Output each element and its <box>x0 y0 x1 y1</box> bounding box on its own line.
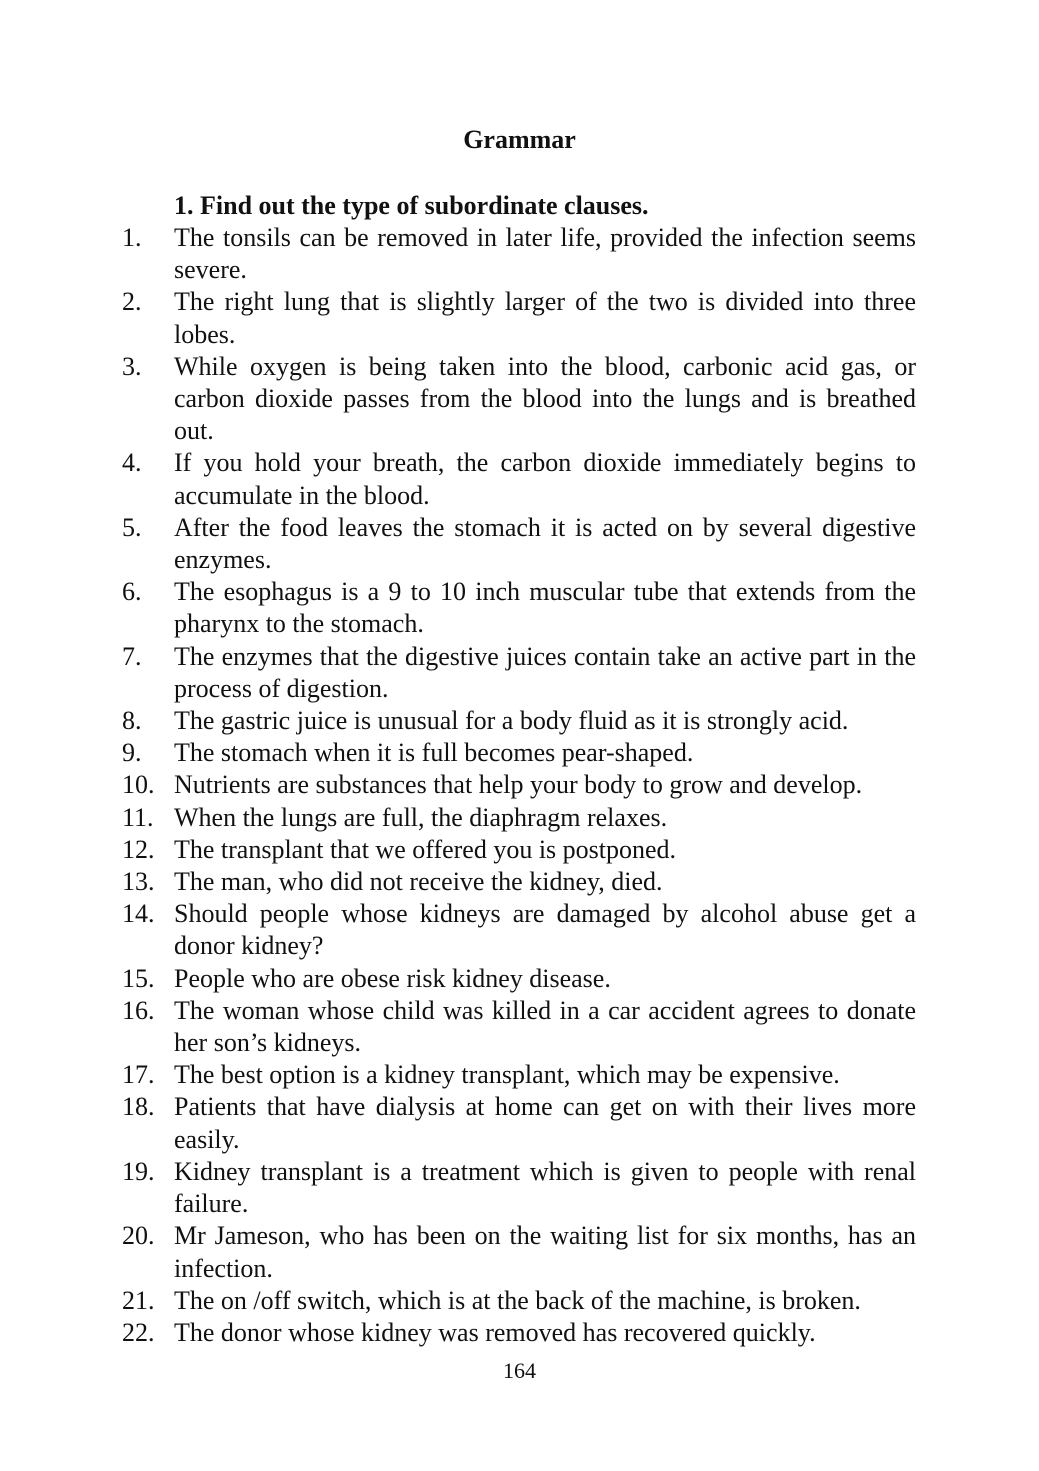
item-text: After the food leaves the stomach it is acted on by several digestive enzymes. <box>174 512 916 575</box>
item-number: 4. <box>122 448 142 478</box>
list-item <box>122 802 916 834</box>
item-text: When the lungs are full, the diaphragm relaxes. <box>174 802 668 832</box>
item-number: 13. <box>122 867 155 897</box>
list-item <box>122 1059 916 1091</box>
item-number: 10. <box>122 770 155 800</box>
item-number: 14. <box>122 899 155 929</box>
list-item <box>122 1091 916 1155</box>
list-item <box>122 866 916 898</box>
list-item <box>122 351 916 448</box>
item-text: Nutrients are substances that help your body to grow and develop. <box>174 770 863 800</box>
list-item <box>122 769 916 801</box>
item-number: 19. <box>122 1156 155 1186</box>
list-item <box>122 1285 916 1317</box>
list-item <box>122 898 916 962</box>
item-text: The woman whose child was killed in a car accident agrees to donate her son’s kidneys. <box>174 995 916 1058</box>
item-number: 5. <box>122 512 142 542</box>
list-item <box>122 576 916 640</box>
item-text: While oxygen is being taken into the blood, carbonic acid gas, or carbon dioxide passes from the blood into the lungs and is breathed out. <box>174 351 916 446</box>
list-item <box>122 995 916 1059</box>
item-number: 3. <box>122 351 142 381</box>
list-item <box>122 1156 916 1220</box>
list-item <box>122 963 916 995</box>
exercise-list <box>122 222 916 1349</box>
item-number: 1. <box>122 223 142 252</box>
section-heading: Grammar <box>463 125 576 154</box>
item-number: 17. <box>122 1060 155 1090</box>
item-number: 20. <box>122 1221 155 1251</box>
list-item <box>122 1220 916 1284</box>
item-number: 16. <box>122 995 155 1025</box>
item-number: 18. <box>122 1092 155 1122</box>
item-text: The on /off switch, which is at the back of the machine, is broken. <box>174 1285 861 1315</box>
item-number: 9. <box>122 738 142 768</box>
item-number: 2. <box>122 287 142 317</box>
item-text: The man, who did not receive the kidney, died. <box>174 867 663 897</box>
item-text: People who are obese risk kidney disease. <box>174 963 611 993</box>
item-text: The stomach when it is full becomes pear-shaped. <box>174 738 694 768</box>
item-number: 11. <box>122 802 154 832</box>
list-item <box>122 641 916 705</box>
item-text: The right lung that is slightly larger of the two is divided into three lobes. <box>174 287 916 349</box>
page-number: 164 <box>503 1358 536 1383</box>
item-number: 21. <box>122 1285 155 1315</box>
list-item <box>122 447 916 511</box>
item-text: Kidney transplant is a treatment which is given to people with renal failure. <box>174 1156 916 1219</box>
item-text: Patients that have dialysis at home can get on with their lives more easily. <box>174 1092 916 1154</box>
item-number: 15. <box>122 963 155 993</box>
item-text: The gastric juice is unusual for a body fluid as it is strongly acid. <box>174 706 849 736</box>
item-text: Mr Jameson, who has been on the waiting list for six months, has an infection. <box>174 1221 916 1283</box>
item-text: The donor whose kidney was removed has recovered quickly. <box>174 1317 816 1347</box>
item-number: 12. <box>122 834 155 864</box>
item-text: The best option is a kidney transplant, which may be expensive. <box>174 1060 840 1090</box>
item-text: Should people whose kidneys are damaged by alcohol abuse get a donor kidney? <box>174 899 916 961</box>
item-text: The enzymes that the digestive juices contain take an active part in the process of digestion. <box>174 641 916 703</box>
item-text: The tonsils can be removed in later life, provided the infection seems severe. <box>174 223 916 285</box>
item-number: 22. <box>122 1317 155 1347</box>
item-text: The esophagus is a 9 to 10 inch muscular tube that extends from the pharynx to the stomach. <box>174 577 916 639</box>
exercise-instruction: 1. Find out the type of subordinate clauses. <box>174 191 649 220</box>
item-number: 6. <box>122 577 142 607</box>
item-text: The transplant that we offered you is postponed. <box>174 834 677 864</box>
list-item <box>122 1317 916 1349</box>
list-item <box>122 834 916 866</box>
list-item <box>122 705 916 737</box>
item-text: If you hold your breath, the carbon dioxide immediately begins to accumulate in the blood. <box>174 448 916 510</box>
list-item <box>122 286 916 350</box>
item-number: 7. <box>122 641 142 671</box>
list-item <box>122 222 916 286</box>
item-number: 8. <box>122 706 142 736</box>
list-item <box>122 737 916 769</box>
list-item <box>122 512 916 576</box>
